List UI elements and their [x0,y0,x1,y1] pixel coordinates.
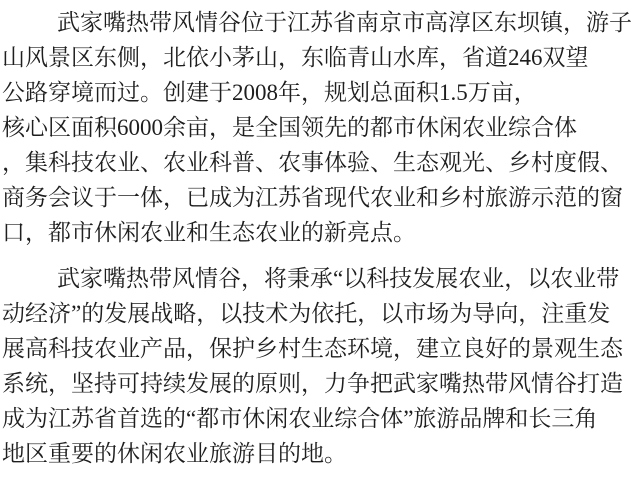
text-line: 公路穿境而过。创建于2008年，规划总面积1.5万亩， [2,80,537,105]
text-line: 武家嘴热带风情谷位于江苏省南京市高淳区东坝镇，游子 [57,10,632,35]
text-line: 核心区面积6000余亩，是全国领先的都市休闲农业综合体 [2,115,577,140]
text-line: 口，都市休闲农业和生态农业的新亮点。 [2,220,416,245]
text-line: 成为江苏省首选的“都市休闲农业综合体”旅游品牌和长三角 [2,406,598,431]
text-line: 武家嘴热带风情谷，将秉承“以科技发展农业，以农业带 [57,266,620,291]
text-line: 商务会议于一体，已成为江苏省现代农业和乡村旅游示范的窗 [2,185,623,210]
text-line: 系统，坚持可持续发展的原则，力争把武家嘴热带风情谷打造 [2,371,623,396]
text-line: 展高科技农业产品，保护乡村生态环境，建立良好的景观生态 [2,336,623,361]
text-line: 地区重要的休闲农业旅游目的地。 [2,441,347,466]
paragraph-intro [2,5,638,250]
paragraph-vision [2,261,638,471]
text-line: ，集科技农业、农业科普、农事体验、生态观光、乡村度假、 [2,150,623,175]
text-line: 山风景区东侧，北依小茅山，东临青山水库，省道246双望 [2,45,589,70]
text-line: 动经济”的发展战略，以技术为依托，以市场为导向，注重发 [2,301,611,326]
